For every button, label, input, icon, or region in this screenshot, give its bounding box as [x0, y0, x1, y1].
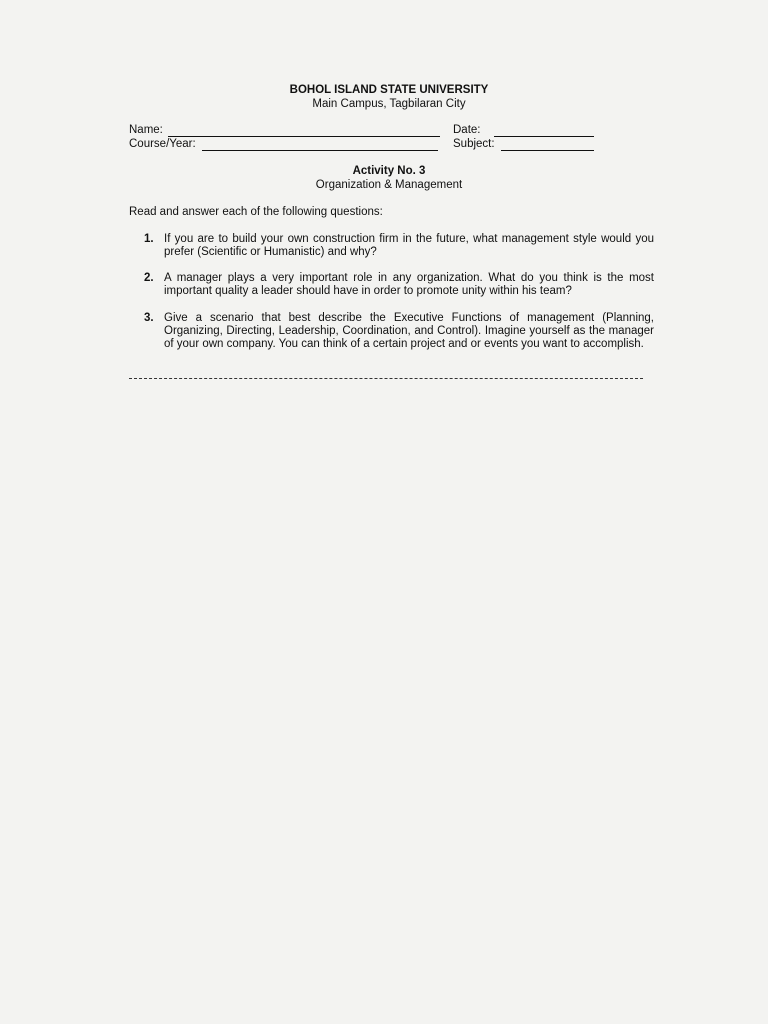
date-blank-line[interactable] [494, 136, 594, 137]
question-text: If you are to build your own construction firm in the future, what management style would you prefer (Scientific or Humanistic) and why? [164, 233, 654, 258]
course-year-label: Course/Year: [129, 138, 196, 150]
activity-subtitle: Organization & Management [315, 179, 463, 191]
name-date-row [129, 124, 599, 138]
name-blank-line[interactable] [168, 136, 440, 137]
date-label: Date: [453, 124, 481, 136]
question-text: A manager plays a very important role in any organization. What do you think is the most important quality a leader should have in order to promote unity within his team? [164, 272, 654, 297]
course-year-blank-line[interactable] [202, 150, 438, 151]
activity-title: Activity No. 3 [352, 165, 426, 177]
subject-blank-line[interactable] [501, 150, 594, 151]
name-label: Name: [129, 124, 163, 136]
university-name: BOHOL ISLAND STATE UNIVERSITY [289, 84, 489, 96]
subject-label: Subject: [453, 138, 495, 150]
question-text: Give a scenario that best describe the Executive Functions of management (Planning, Organizing, Directing, Leadership, Coordination, and Control). Imagine yourself as the manager of your own company. You can think of a certain project and or events you want to accomplish. [164, 312, 654, 350]
campus-name: Main Campus, Tagbilaran City [312, 98, 466, 110]
question-number: 3. [144, 312, 154, 324]
question-number: 1. [144, 233, 154, 245]
question-number: 2. [144, 272, 154, 284]
dashed-divider [129, 378, 643, 379]
course-subject-row [129, 138, 599, 152]
instructions-text: Read and answer each of the following questions: [129, 206, 383, 218]
